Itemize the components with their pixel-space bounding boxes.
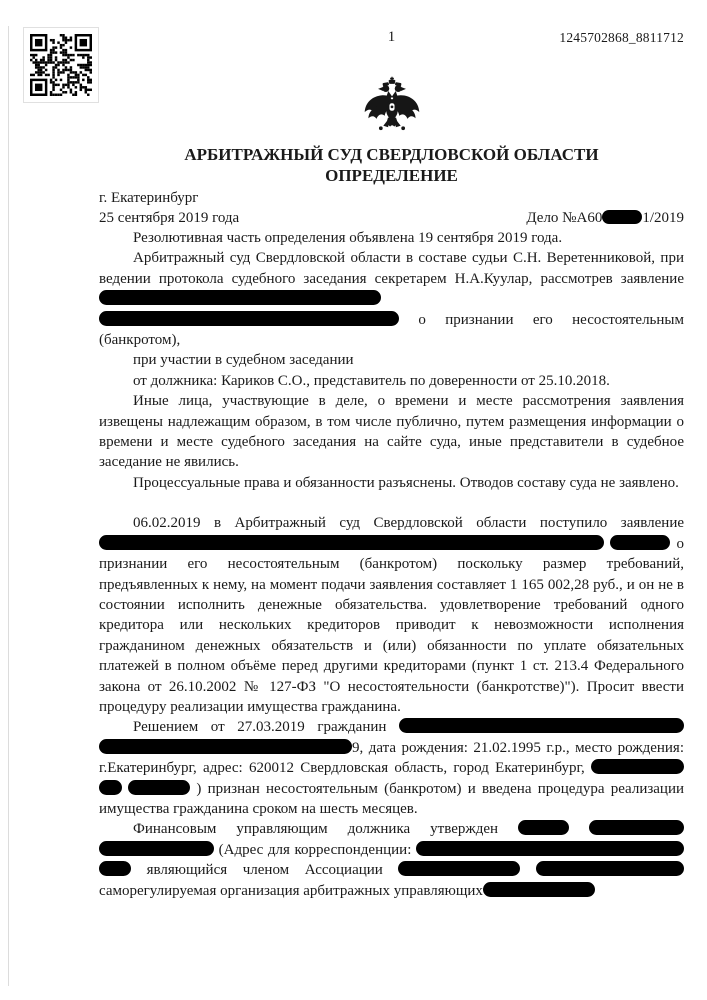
redaction-bar [99,535,604,550]
redaction-bar [589,820,684,835]
paragraph: Резолютивная часть определения объявлена 19 сентября 2019 года. [133,230,563,246]
redaction-bar [99,780,122,795]
city-line: г. Екатеринбург [99,190,199,206]
redaction-bar [518,820,569,835]
paragraph: при участии в судебном заседании [133,352,354,369]
court-name-title: АРБИТРАЖНЫЙ СУД СВЕРДЛОВСКОЙ ОБЛАСТИ [184,145,599,164]
paragraph: Решением от 27.03.2019 гражданин 9, дата рождения: 21.02.1995 г.р., место рождения: г.Екатеринбург, адрес: 620012 Свердловская область, город Екатеринбург, ) признан несостоятельным (банкротом) и введена процедура реализации имущества гражданина сроком на шесть месяцев. [99,719,685,817]
coat-of-arms-icon [361,76,423,142]
text-column [99,0,684,901]
redaction-bar [602,210,642,224]
paragraph: от должника: Кариков С.О., представитель по доверенности от 25.10.2018. [133,372,610,389]
date-case-row [99,208,684,228]
redaction-bar [128,780,190,795]
document-type-title: ОПРЕДЕЛЕНИЕ [325,166,458,185]
document-body [99,228,684,901]
redaction-bar [591,759,684,774]
redaction-bar [99,841,214,856]
paragraph: Арбитражный суд Свердловской области в составе судьи С.Н. Веретенниковой, при ведении протокола судебного заседания секретарем Н.А.Куулар, рассмотрев заявление о признании его несостоятельным (банкротом), [99,250,684,349]
scan-edge-line [8,26,9,986]
paragraph: Иные лица, участвующие в деле, о времени и месте рассмотрения заявления извещены надлежащим образом, в том числе публично, путем размещения информации о времени и месте судебного заседания на сайте суда, иные представители в судебное заседание не явились. [99,393,684,471]
qr-code-icon [23,27,99,103]
redaction-bar [99,290,381,305]
redaction-bar [99,311,399,326]
page-number: 1 [387,29,396,45]
case-number: Дело №А60 1/2019 [526,210,684,226]
redaction-bar [399,718,684,733]
paragraph: 06.02.2019 в Арбитражный суд Свердловской области поступило заявление о признании его несостоятельным (банкротом) поскольку размер требований, предъявленных к нему, на момент подачи заявления составляет 1 165 002,28 руб., и он не в состоянии исполнить денежные обязательства. удовлетворение требований одного кредитора или нескольких кредиторов приводит к невозможности исполнения гражданином денежных обязательств и (или) обязанности по уплате обязательных платежей в полном объёме перед другими кредиторами (пункт 1 ст. 213.4 Федерального закона от 26.10.2002 № 127-ФЗ "О несостоятельности (банкротстве)"). Просит ввести процедуру реализации имущества гражданина. [99,515,684,715]
redaction-bar [610,535,670,550]
redaction-bar [99,739,352,754]
redaction-bar [416,841,684,856]
paragraph: Процессуальные права и обязанности разъяснены. Отводов составу суда не заявлено. [133,474,679,491]
decision-date: 25 сентября 2019 года [99,210,240,226]
redaction-bar [536,861,684,876]
document-id: 1245702868_8811712 [559,30,684,45]
redaction-bar [398,861,520,876]
paragraph: Финансовым управляющим должника утвержден (Адрес для корреспонденции: являющийся членом Ассоциации саморегулируемая организация арбитражных управляющих [99,819,684,901]
redaction-bar [99,861,131,876]
redaction-bar [483,882,595,897]
